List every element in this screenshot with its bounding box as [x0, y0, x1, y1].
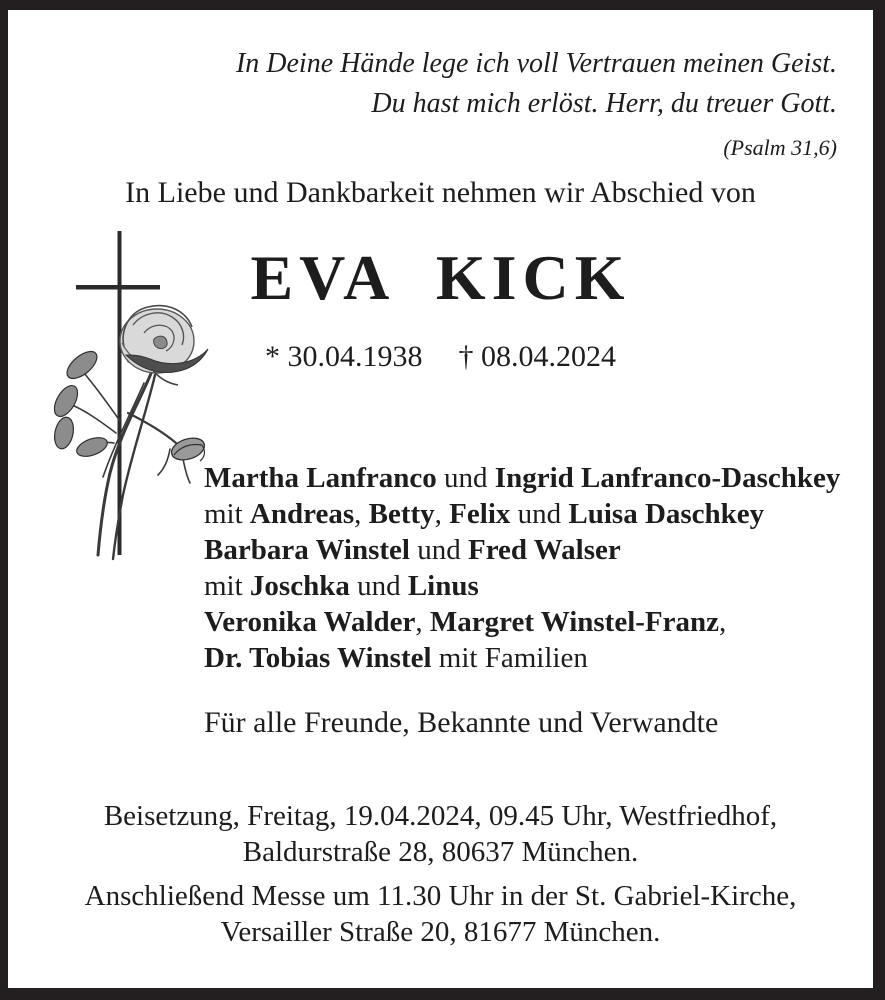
death-date: † 08.04.2024 — [458, 340, 616, 373]
rose-stems — [72, 371, 190, 559]
dedication-line: Für alle Freunde, Bekannte und Verwandte — [204, 706, 719, 739]
funeral-line1: Beisetzung, Freitag, 19.04.2024, 09.45 Uhr, Westfriedhof, — [103, 800, 778, 832]
rose-bud — [169, 434, 208, 464]
psalm-quote — [236, 44, 837, 168]
family-line: mit Andreas, Betty, Felix und Luisa Daschkey — [204, 498, 765, 530]
family-line: Veronika Walder, Margret Winstel-Franz, — [204, 606, 727, 638]
psalm-quote-line2: Du hast mich erlöst. Herr, du treuer Gott. — [371, 88, 837, 119]
deceased-name: EVA KICK — [250, 242, 631, 313]
cross-horizontal-bar — [76, 285, 160, 290]
family-line: Dr. Tobias Winstel mit Familien — [204, 642, 588, 674]
mass-info — [8, 878, 873, 950]
intro-line: In Liebe und Dankbarkeit nehmen wir Abschied von — [125, 176, 756, 209]
rose-bloom — [120, 306, 208, 385]
family-lines — [204, 460, 840, 676]
birth-date: * 30.04.1938 — [265, 340, 423, 373]
funeral-info — [8, 798, 873, 870]
family-line: Martha Lanfranco und Ingrid Lanfranco-Daschkey — [204, 462, 841, 494]
psalm-quote-line1: In Deine Hände lege ich voll Vertrauen meinen Geist. — [235, 48, 837, 79]
mass-line1: Anschließend Messe um 11.30 Uhr in der St. Gabriel-Kirche, — [84, 880, 797, 912]
mass-line2: Versailler Straße 20, 81677 München. — [220, 916, 661, 948]
family-line: Barbara Winstel und Fred Walser — [204, 534, 621, 566]
funeral-line2: Baldurstraße 28, 80637 München. — [242, 836, 639, 868]
family-line: mit Joschka und Linus — [204, 570, 479, 602]
psalm-citation: (Psalm 31,6) — [723, 135, 837, 160]
